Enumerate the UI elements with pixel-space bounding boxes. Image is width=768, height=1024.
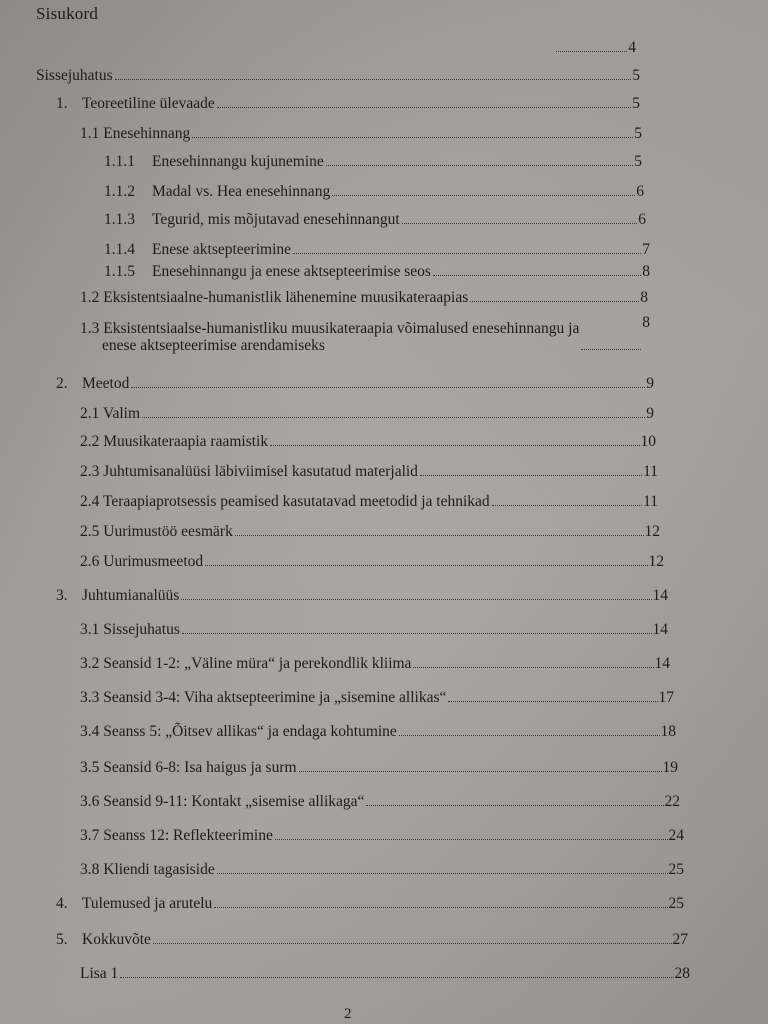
toc-leader: [366, 805, 663, 806]
toc-label: Juhtumianalüüs: [82, 586, 180, 604]
toc-row: [104, 176, 644, 200]
toc-row: [56, 368, 654, 392]
toc-page: 17: [658, 688, 674, 706]
toc-page: 12: [644, 522, 660, 540]
toc-row: [104, 204, 646, 228]
toc-page: 14: [652, 620, 668, 638]
toc-page: 19: [662, 758, 678, 776]
toc-label: 3.7 Seanss 12: Reflekteerimine: [80, 826, 273, 844]
toc-page: 7: [642, 240, 650, 258]
toc-page: 8: [642, 262, 650, 280]
toc-number: 5.: [56, 930, 68, 948]
toc-page: 9: [646, 404, 654, 422]
toc-label: 3.1 Sissejuhatus: [80, 620, 180, 638]
toc-leader: [235, 535, 644, 536]
toc-page: 10: [640, 432, 656, 450]
toc-leader: [399, 735, 660, 736]
toc-label: 2.3 Juhtumisanalüüsi läbiviimisel kasutatud materjalid: [80, 462, 418, 480]
toc-leader: [275, 839, 668, 840]
toc-label: 2.1 Valim: [80, 404, 140, 422]
toc-number: 3.: [56, 586, 68, 604]
toc-label: Kokkuvõte: [82, 930, 151, 948]
toc-row: [80, 516, 660, 540]
toc-label: Lisa 1: [80, 964, 119, 982]
toc-leader: [293, 253, 641, 254]
toc-leader: [299, 771, 662, 772]
toc-row: [104, 146, 642, 170]
toc-row: [104, 256, 650, 280]
toc-label: Enese aktsepteerimine: [152, 240, 292, 258]
toc-page: 5: [634, 124, 642, 142]
toc-number: 1.1.4: [104, 240, 135, 258]
toc-row: [36, 60, 640, 84]
toc-leader: [492, 505, 642, 506]
toc-page: 6: [638, 210, 646, 228]
toc-page: 24: [668, 826, 684, 844]
toc-page: 5: [632, 66, 640, 84]
toc-leader: [120, 977, 673, 978]
toc-leader: [214, 907, 667, 908]
toc-row: [56, 88, 640, 112]
toc-row: [80, 308, 650, 354]
toc-row: [104, 234, 650, 258]
toc-page: 18: [660, 722, 676, 740]
toc-row: [80, 118, 642, 142]
toc-page: 6: [636, 182, 644, 200]
toc-page: 5: [634, 152, 642, 170]
toc-label: 2.2 Muusikateraapia raamistik: [80, 432, 269, 450]
toc-leader: [131, 387, 645, 388]
toc-number: 1.: [56, 94, 68, 112]
toc-row: [80, 786, 680, 810]
toc-leader: [402, 223, 638, 224]
toc-row: [80, 398, 654, 422]
toc-label: Teoreetiline ülevaade: [82, 94, 215, 112]
toc-label: Tulemused ja arutelu: [82, 894, 213, 912]
toc-page: 8: [642, 314, 650, 331]
toc-page: 8: [640, 288, 648, 306]
toc-page: 11: [643, 492, 658, 510]
toc-leader: [556, 51, 627, 52]
toc-heading: Sisukord: [36, 4, 99, 23]
toc-leader: [192, 137, 633, 138]
toc-leader: [581, 349, 641, 350]
toc-page: 25: [668, 894, 684, 912]
toc-label: 3.3 Seansid 3-4: Viha aktsepteerimine ja „sisemine allikas“: [80, 688, 447, 706]
toc-page: 14: [654, 654, 670, 672]
toc-page: 11: [643, 462, 658, 480]
toc-label: 1.2 Eksistentsiaalne-humanistlik lähenemine muusikateraapias: [80, 288, 469, 306]
toc-label: 3.8 Kliendi tagasiside: [80, 860, 215, 878]
toc-page: 22: [664, 792, 680, 810]
toc-label: Enesehinnangu kujunemine: [152, 152, 324, 170]
toc-leader: [448, 701, 657, 702]
toc-row: [80, 854, 684, 878]
toc-row: [80, 614, 668, 638]
toc-page: 25: [668, 860, 684, 878]
toc-row: [80, 648, 670, 672]
toc-label: 2.6 Uurimusmeetod: [80, 552, 204, 570]
toc-label: 2.4 Teraapiaprotsessis peamised kasutatavad meetodid ja tehnikad: [80, 492, 490, 510]
toc-page: 9: [646, 374, 654, 392]
toc-leader: [270, 445, 639, 446]
toc-page: 12: [648, 552, 664, 570]
toc-label: Enesehinnangu ja enese aktsepteerimise seos: [152, 262, 431, 280]
toc-label: 3.2 Seansid 1-2: „Väline müra“ ja perekondlik kliima: [80, 654, 412, 672]
toc-label: 3.4 Seanss 5: „Õitsev allikas“ ja endaga kohtumine: [80, 722, 397, 740]
toc-label: Tegurid, mis mõjutavad enesehinnangut: [152, 210, 400, 228]
toc-number: 4.: [56, 894, 68, 912]
toc-page: 14: [652, 586, 668, 604]
toc-number: 1.1.3: [104, 210, 135, 228]
toc-leader: [433, 275, 641, 276]
toc-row: [80, 752, 678, 776]
toc-row: [80, 426, 656, 450]
toc-page: 4: [628, 38, 636, 56]
toc-leader: [153, 943, 672, 944]
toc-page: 27: [672, 930, 688, 948]
toc-label: 1.3 Eksistentsiaalse-humanistliku muusikateraapia võimalused enesehinnangu ja: [80, 319, 580, 337]
toc-leader: [142, 417, 645, 418]
toc-leader: [470, 301, 639, 302]
toc-label: 1.1 Enesehinnang: [80, 124, 191, 142]
toc-row: [80, 486, 658, 510]
toc-leader: [413, 667, 653, 668]
toc-row: [80, 456, 658, 480]
page-number: 2: [344, 1006, 352, 1022]
toc-row: [80, 820, 684, 844]
toc-page: 28: [674, 964, 690, 982]
toc-row: [80, 716, 676, 740]
toc-leader: [115, 79, 632, 80]
toc-number: 2.: [56, 374, 68, 392]
toc-label: 3.6 Seansid 9-11: Kontakt „sisemise allikaga“: [80, 792, 365, 810]
toc-leader: [217, 873, 668, 874]
toc-leader: [181, 599, 651, 600]
toc-number: 1.1.5: [104, 262, 135, 280]
toc-row: [80, 682, 674, 706]
toc-row: [80, 958, 690, 982]
toc-leader: [217, 107, 632, 108]
toc-label: Sissejuhatus: [36, 66, 113, 84]
toc-row: [56, 888, 684, 912]
toc-row: [80, 282, 648, 306]
toc-page: 5: [632, 94, 640, 112]
toc-number: 1.1.2: [104, 182, 135, 200]
toc-label-continued: enese aktsepteerimise arendamiseks: [102, 336, 325, 354]
toc-leader: [205, 565, 647, 566]
toc-leader: [420, 475, 642, 476]
toc-row: [56, 924, 688, 948]
toc-label: Madal vs. Hea enesehinnang: [152, 182, 331, 200]
toc-leader: [182, 633, 652, 634]
toc-leader: [332, 195, 635, 196]
toc-label: 3.5 Seansid 6-8: Isa haigus ja surm: [80, 758, 297, 776]
toc-row: [36, 32, 636, 56]
toc-row: [56, 580, 668, 604]
toc-row: [80, 546, 664, 570]
toc-label: Meetod: [82, 374, 130, 392]
toc-label: 2.5 Uurimustöö eesmärk: [80, 522, 233, 540]
toc-leader: [326, 165, 634, 166]
toc-label-block: [80, 320, 579, 354]
toc-number: 1.1.1: [104, 152, 135, 170]
